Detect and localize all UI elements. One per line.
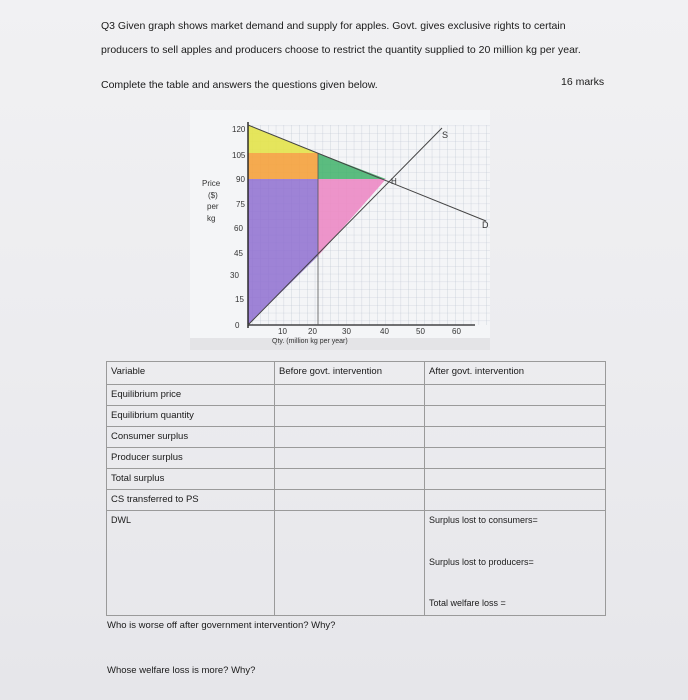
y-label-line-3: per [207,202,219,211]
row-label-equilibrium-price: Equilibrium price [107,385,275,406]
question-worse-off: Who is worse off after government intervention? Why? [107,620,336,631]
surplus-lost-producers: Surplus lost to producers= [429,557,534,567]
cell-before-consumer-surplus[interactable] [275,427,425,448]
cell-before-equilibrium-quantity[interactable] [275,406,425,427]
x-tick-50: 50 [416,327,425,336]
header-after: After govt. intervention [425,362,606,385]
y-tick-120: 120 [232,125,246,134]
row-label-equilibrium-quantity: Equilibrium quantity [107,406,275,427]
cell-before-producer-surplus[interactable] [275,448,425,469]
question-line-1: Q3 Given graph shows market demand and supply for apples. Govt. gives exclusive rights to certain [101,20,566,32]
demand-label: D [482,220,489,230]
x-tick-10: 10 [278,327,287,336]
cell-before-equilibrium-price[interactable] [275,385,425,406]
x-tick-40: 40 [380,327,389,336]
x-tick-30: 30 [342,327,351,336]
cell-after-equilibrium-quantity[interactable] [425,406,606,427]
question-instruction: Complete the table and answers the questions given below. [101,79,378,91]
cell-after-cs-transferred[interactable] [425,490,606,511]
y-label-line-1: Price [202,179,221,188]
y-tick-75: 75 [236,200,245,209]
transfer-orange-region [248,153,318,179]
header-before: Before govt. intervention [275,362,425,385]
total-welfare-loss: Total welfare loss = [429,598,506,608]
cell-after-equilibrium-price[interactable] [425,385,606,406]
cell-after-dwl[interactable] [425,511,606,616]
y-label-line-4: kg [207,214,216,223]
row-label-producer-surplus: Producer surplus [107,448,275,469]
y-tick-15: 15 [235,295,244,304]
dwl-label: DWL [111,515,131,525]
cell-after-total-surplus[interactable] [425,469,606,490]
y-tick-90: 90 [236,175,245,184]
row-label-total-surplus: Total surplus [107,469,275,490]
supply-label: S [442,130,449,140]
row-label-cs-transferred: CS transferred to PS [107,490,275,511]
header-variable: Variable [107,362,275,385]
supply-demand-graph [190,110,490,350]
x-tick-20: 20 [308,327,317,336]
equilibrium-point-label: H [391,177,397,186]
cell-after-consumer-surplus[interactable] [425,427,606,448]
surplus-lost-consumers: Surplus lost to consumers= [429,515,538,525]
y-tick-105: 105 [232,151,246,160]
x-tick-60: 60 [452,327,461,336]
x-axis-label: Qty. (million kg per year) [272,338,348,345]
question-welfare-loss: Whose welfare loss is more? Why? [107,665,256,676]
y-tick-45: 45 [234,249,243,258]
marks-label: 16 marks [561,76,605,88]
row-label-consumer-surplus: Consumer surplus [107,427,275,448]
cell-before-cs-transferred[interactable] [275,490,425,511]
y-label-line-2: ($) [208,191,218,200]
row-label-dwl [107,511,275,616]
surplus-table [106,361,606,616]
y-tick-30: 30 [230,271,239,280]
y-tick-0: 0 [235,321,240,330]
cell-before-total-surplus[interactable] [275,469,425,490]
cell-before-dwl[interactable] [275,511,425,616]
y-tick-60: 60 [234,224,243,233]
cell-after-producer-surplus[interactable] [425,448,606,469]
question-line-2: producers to sell apples and producers choose to restrict the quantity supplied to 20 million kg per year. [101,44,581,56]
